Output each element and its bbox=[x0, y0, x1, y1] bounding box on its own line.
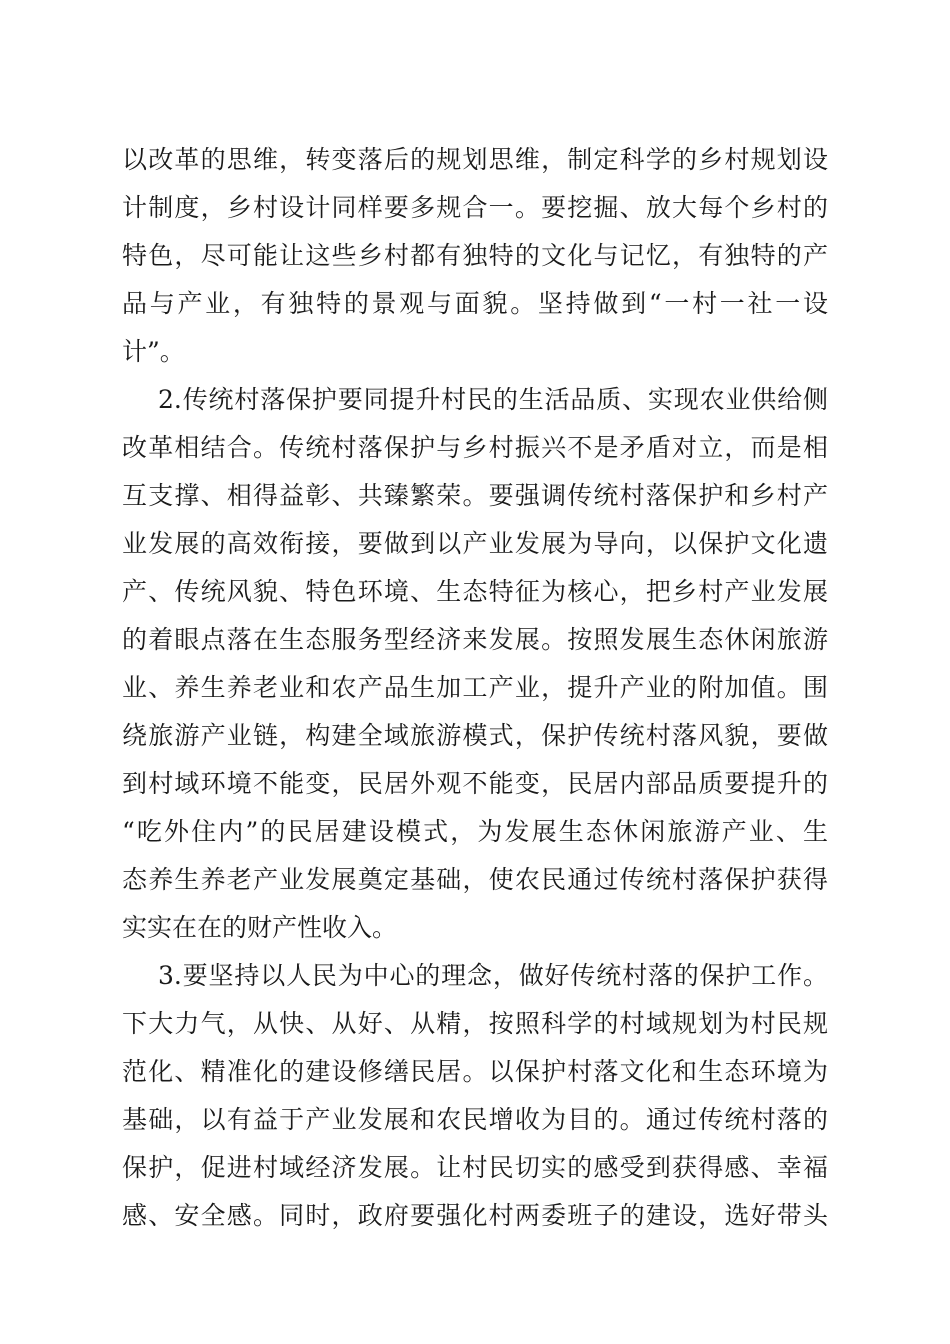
paragraph-line: “吃外住内”的民居建设模式，为发展生态休闲旅游产业、生 bbox=[122, 817, 828, 846]
paragraph-line: 特色，尽可能让这些乡村都有独特的文化与记忆，有独特的产 bbox=[122, 241, 828, 270]
paragraph-line: 品与产业，有独特的景观与面貌。坚持做到“一村一社一设 bbox=[122, 289, 828, 318]
paragraph-line: 业发展的高效衔接，要做到以产业发展为导向，以保护文化遗 bbox=[122, 529, 828, 558]
paragraph-line: 到村域环境不能变，民居外观不能变，民居内部品质要提升的 bbox=[122, 769, 828, 798]
paragraph-line: 保护，促进村域经济发展。让村民切实的感受到获得感、幸福 bbox=[122, 1153, 828, 1182]
paragraph-line: 计制度，乡村设计同样要多规合一。要挖掘、放大每个乡村的 bbox=[122, 193, 828, 222]
paragraph-line: 的着眼点落在生态服务型经济来发展。按照发展生态休闲旅游 bbox=[122, 625, 828, 654]
paragraph-line: 绕旅游产业链，构建全域旅游模式，保护传统村落风貌，要做 bbox=[122, 721, 828, 750]
paragraph-line: 改革相结合。传统村落保护与乡村振兴不是矛盾对立，而是相 bbox=[122, 433, 828, 462]
paragraph-line: 基础，以有益于产业发展和农民增收为目的。通过传统村落的 bbox=[122, 1105, 828, 1134]
paragraph-line: 实实在在的财产性收入。 bbox=[122, 913, 398, 942]
paragraph-2-first-line: 2.传统村落保护要同提升村民的生活品质、实现农业供给侧 bbox=[158, 385, 828, 414]
paragraph-line: 下大力气，从快、从好、从精，按照科学的村域规划为村民规 bbox=[122, 1009, 828, 1038]
paragraph-line: 互支撑、相得益彰、共臻繁荣。要强调传统村落保护和乡村产 bbox=[122, 481, 828, 510]
paragraph-line: 范化、精准化的建设修缮民居。以保护村落文化和生态环境为 bbox=[122, 1057, 828, 1086]
paragraph-line: 产、传统风貌、特色环境、生态特征为核心，把乡村产业发展 bbox=[122, 577, 828, 606]
paragraph-line: 计”。 bbox=[122, 337, 185, 366]
paragraph-line: 以改革的思维，转变落后的规划思维，制定科学的乡村规划设 bbox=[122, 145, 828, 174]
paragraph-line: 态养生养老产业发展奠定基础，使农民通过传统村落保护获得 bbox=[122, 865, 828, 894]
paragraph-line: 业、养生养老业和农产品生加工产业，提升产业的附加值。围 bbox=[122, 673, 828, 702]
paragraph-line: 感、安全感。同时，政府要强化村两委班子的建设，选好带头 bbox=[122, 1201, 828, 1230]
paragraph-3-first-line: 3.要坚持以人民为中心的理念，做好传统村落的保护工作。 bbox=[158, 961, 828, 990]
